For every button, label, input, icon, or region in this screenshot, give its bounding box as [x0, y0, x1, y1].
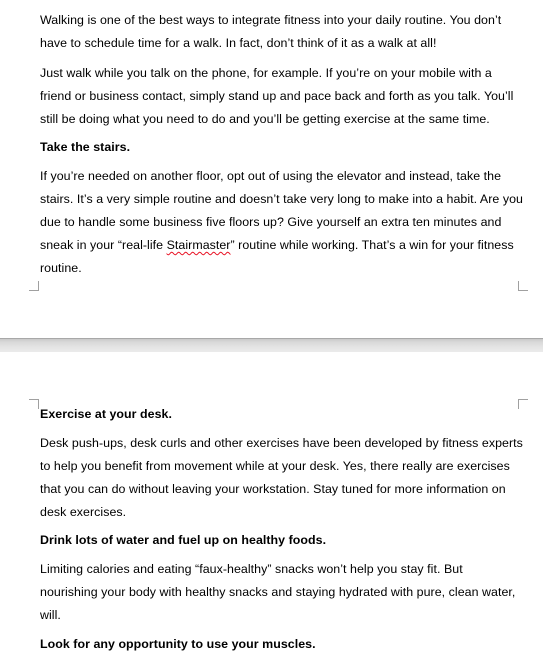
paragraph-stairs-line-1: If you’re needed on another floor, opt out of using the elevator and instead, take the	[40, 169, 502, 183]
heading-take-the-stairs: Take the stairs.	[40, 140, 131, 154]
margin-corner-bottom-right-mark	[518, 281, 528, 291]
margin-corner-bottom-left-mark	[29, 281, 39, 291]
text-run: sneak in your “real-life	[40, 238, 167, 252]
paragraph-stairs-line-4	[40, 237, 514, 253]
paragraph-walking-line-2: have to schedule time for a walk. In fact, don’t think of it as a walk at all!	[40, 36, 437, 50]
heading-drink-water: Drink lots of water and fuel up on healthy foods.	[40, 533, 327, 547]
paragraph-desk-line-3: that you can do without leaving your workstation. Stay tuned for more information on	[40, 482, 506, 496]
margin-corner-top-right-mark	[518, 399, 528, 409]
paragraph-desk-line-1: Desk push-ups, desk curls and other exercises have been developed by fitness experts	[40, 436, 523, 450]
paragraph-phone-line-3: still be doing what you need to do and you’ll be getting exercise at the same time.	[40, 112, 490, 126]
paragraph-stairs-line-2: stairs. It’s a very simple routine and doesn’t take very long to make into a habit. Are you	[40, 192, 523, 206]
page-break-separator	[0, 338, 543, 352]
spellcheck-flagged-word[interactable]: Stairmaster	[166, 238, 231, 252]
document-page-2[interactable]	[0, 352, 543, 668]
paragraph-water-line-2: nourishing your body with healthy snacks and staying hydrated with pure, clean water,	[40, 585, 516, 599]
paragraph-walking-line-1: Walking is one of the best ways to integrate fitness into your daily routine. You don’t	[40, 13, 502, 27]
paragraph-desk-line-4: desk exercises.	[40, 505, 127, 519]
paragraph-phone-line-1: Just walk while you talk on the phone, for example. If you’re on your mobile with a	[40, 66, 492, 80]
margin-corner-top-left-mark	[29, 399, 39, 409]
paragraph-stairs-line-3: due to handle some business five floors up? Give yourself an extra ten minutes and	[40, 215, 502, 229]
paragraph-water-line-3: will.	[40, 608, 61, 622]
heading-exercise-at-your-desk: Exercise at your desk.	[40, 407, 172, 421]
paragraph-desk-line-2: to help you benefit from movement while at your desk. Yes, there really are exercises	[40, 459, 510, 473]
heading-use-your-muscles: Look for any opportunity to use your muscles.	[40, 637, 316, 651]
text-run: ” routine while working. That’s a win for your fitness	[230, 238, 514, 252]
paragraph-phone-line-2: friend or business contact, simply stand up and pace back and forth as you talk. You’ll	[40, 89, 514, 103]
paragraph-stairs-line-5: routine.	[40, 261, 82, 275]
paragraph-water-line-1: Limiting calories and eating “faux-healthy” snacks won’t help you stay fit. But	[40, 562, 463, 576]
